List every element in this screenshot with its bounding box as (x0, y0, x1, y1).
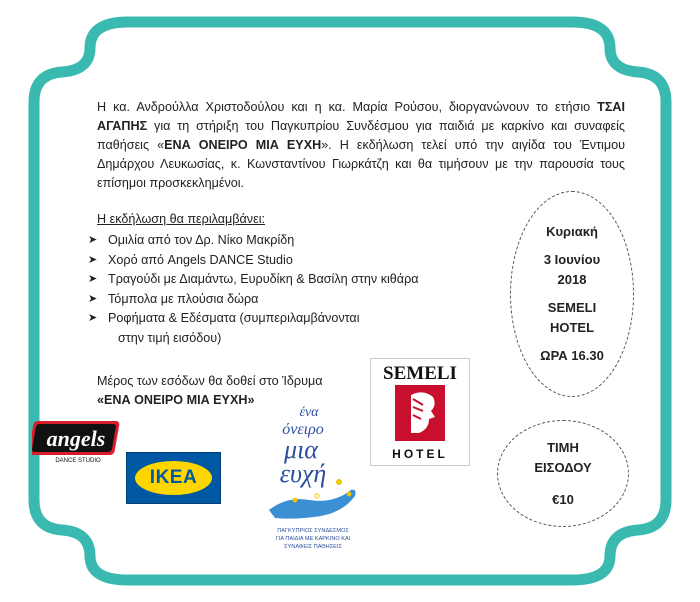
list-item-continuation: στην τιμή εισόδου) (118, 330, 222, 345)
semeli-hotel-logo (370, 358, 470, 466)
semeli-logo-hotel: HOTEL (392, 447, 448, 461)
angels-dance-studio-logo (32, 415, 124, 463)
arrow-bullet-icon: ➤ (88, 253, 98, 266)
proceeds-line-2: «ΕΝΑ ΟΝΕΙΡΟ ΜΙΑ ΕΥΧΗ» (97, 393, 255, 407)
arrow-bullet-icon: ➤ (88, 234, 98, 246)
dream-logo-line-1: ένα (299, 405, 319, 420)
list-item (86, 251, 526, 271)
dream-logo-subtitle-3: ΣΥΝΑΦΕΙΣ ΠΑΘΗΣΕΙΣ (284, 544, 342, 550)
list-item (86, 290, 526, 310)
ticket-label-1: ΤΙΜΗ (547, 439, 579, 455)
event-day: Κυριακή (546, 224, 598, 239)
star-icon (293, 498, 298, 503)
dream-logo-line-2: όνειρο (282, 421, 324, 438)
list-item-text: Τραγούδι με Διαμάντω, Ευρυδίκη & Βασίλη στην κιθάρα (108, 272, 419, 286)
proceeds-line-1: Μέρος των εσόδων θα δοθεί στο Ίδρυμα (97, 374, 323, 388)
tea-of-love-title: ΤΣΑΙ ΑΓΑΠΗΣ (97, 100, 625, 133)
list-item (86, 309, 526, 348)
list-item (86, 270, 526, 290)
event-venue-1: SEMELI (547, 300, 597, 315)
event-details-oval (510, 191, 634, 397)
semeli-logo-name: SEMELI (383, 363, 457, 384)
ikea-logo (126, 452, 221, 504)
dream-logo-line-4: ευχή (279, 459, 327, 488)
dream-logo-line-3: μια (284, 435, 318, 464)
intro-text-3: ». Η εκδήλωση τελεί υπό την αιγίδα του Έντιμου Δημάρχου Λευκωσίας, κ. Κωνσταντίνου Γιωρκάτζη και θα τιμήσουν με την παρουσία τους επίσημοι προσκεκλημένοι. (97, 138, 625, 190)
list-item-text: Τόμπολα με πλούσια δώρα (108, 291, 259, 306)
event-year: 2018 (557, 272, 587, 287)
event-venue-2: HOTEL (549, 320, 595, 335)
event-time: ΩΡΑ 16.30 (540, 348, 604, 363)
foundation-name: ΕΝΑ ΟΝΕΙΡΟ ΜΙΑ ΕΥΧΗ (164, 138, 322, 152)
ticket-price: €10 (552, 491, 574, 507)
program-title: Η εκδήλωση θα περιλαμβάνει: (97, 212, 266, 226)
list-item (86, 231, 526, 251)
arrow-bullet-icon: ➤ (88, 292, 98, 305)
angels-logo-text: angels (46, 426, 106, 451)
intro-text-1: Η κα. Ανδρούλλα Χριστοδούλου και η κα. Μαρία Ρούσου, διοργανώνουν το ετήσιο (97, 100, 598, 114)
ena-oneiro-mia-efchi-logo (247, 404, 377, 552)
list-item-text: Χορό από Angels DANCE Studio (108, 252, 293, 267)
dream-logo-subtitle-2: ΓΙΑ ΠΑΙΔΙΑ ΜΕ ΚΑΡΚΙΝΟ ΚΑΙ (275, 536, 351, 542)
event-date: 3 Ιουνίου (543, 252, 601, 267)
ikea-logo-text: IKEA (135, 461, 212, 495)
program-list (86, 231, 526, 348)
ticket-price-oval (497, 420, 629, 527)
star-icon (315, 494, 319, 498)
dream-logo-subtitle-1: ΠΑΓΚΥΠΡΙΟΣ ΣΥΝΔΕΣΜΟΣ (277, 528, 349, 534)
arrow-bullet-icon: ➤ (88, 273, 98, 285)
star-icon (347, 492, 352, 497)
arrow-bullet-icon: ➤ (88, 312, 98, 324)
hand-icon (269, 490, 356, 519)
angels-logo-subtext: DANCE STUDIO (55, 458, 101, 463)
intro-text-2: για τη στήριξη του Παγκυπρίου Συνδέσμου για παιδιά με καρκίνο και συναφείς παθήσεις « (97, 119, 625, 152)
list-item-text: Ομιλία από τον Δρ. Νίκο Μακρίδη (108, 233, 295, 247)
ticket-label-2: ΕΙΣΟΔΟΥ (534, 459, 592, 475)
list-item-text: Ροφήματα & Εδέσματα (συμπεριλαμβάνονται (108, 311, 360, 325)
intro-paragraph (97, 98, 625, 193)
star-icon (336, 479, 342, 485)
